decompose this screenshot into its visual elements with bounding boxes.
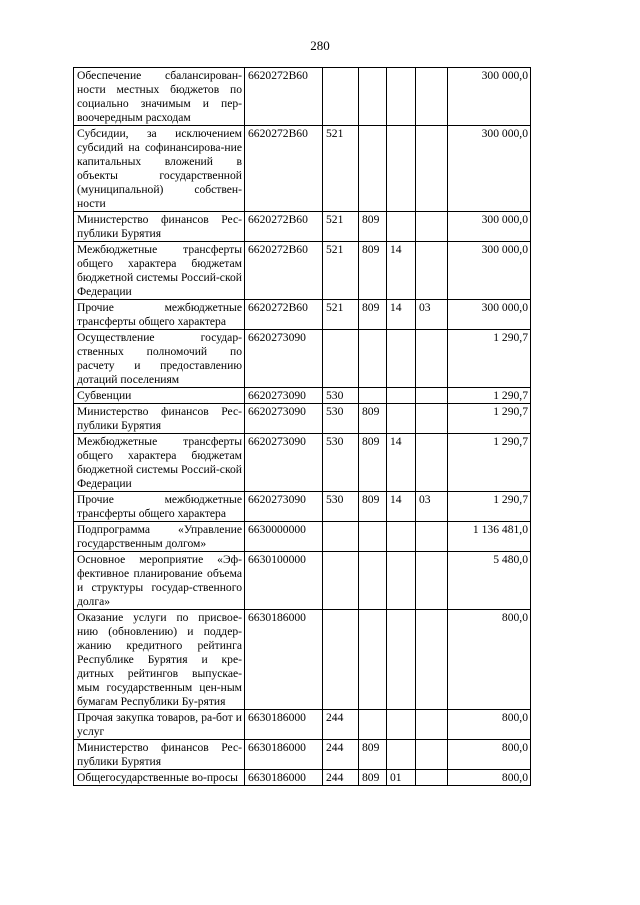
expense-type-cell: 530 xyxy=(323,492,359,522)
amount-cell: 300 000,0 xyxy=(448,300,531,330)
row-name-cell: Обеспечение сбалансирован-ности местных бюджетов по социально значимым и пер-воочередным расходам xyxy=(74,68,245,126)
section-code-cell xyxy=(387,404,416,434)
expense-type-cell xyxy=(323,68,359,126)
target-code-cell: 6630186000 xyxy=(245,610,323,710)
expense-type-cell: 521 xyxy=(323,212,359,242)
row-name-cell: Осуществление государ-ственных полномочий по расчету и предоставлению дотаций поселениям xyxy=(74,330,245,388)
table-row xyxy=(74,212,531,242)
row-name-cell: Прочие межбюджетные трансферты общего характера xyxy=(74,492,245,522)
target-code-cell: 6630186000 xyxy=(245,740,323,770)
subsection-code-cell xyxy=(416,522,448,552)
amount-cell: 300 000,0 xyxy=(448,212,531,242)
amount-cell: 1 290,7 xyxy=(448,330,531,388)
expense-type-cell: 521 xyxy=(323,300,359,330)
subsection-code-cell xyxy=(416,68,448,126)
table-row xyxy=(74,242,531,300)
table-row xyxy=(74,434,531,492)
target-code-cell: 6620273090 xyxy=(245,434,323,492)
amount-cell: 1 136 481,0 xyxy=(448,522,531,552)
subsection-code-cell xyxy=(416,710,448,740)
section-code-cell: 14 xyxy=(387,242,416,300)
section-code-cell: 01 xyxy=(387,770,416,786)
row-name-cell: Основное мероприятие «Эф-фективное планирование объема и структуры государ-ственного долга» xyxy=(74,552,245,610)
section-code-cell xyxy=(387,388,416,404)
target-code-cell: 6620272В60 xyxy=(245,212,323,242)
expense-type-cell xyxy=(323,522,359,552)
administrator-code-cell xyxy=(359,330,387,388)
expense-type-cell: 521 xyxy=(323,126,359,212)
row-name-cell: Министерство финансов Рес-публики Бурятия xyxy=(74,212,245,242)
amount-cell: 300 000,0 xyxy=(448,68,531,126)
administrator-code-cell xyxy=(359,710,387,740)
table-row xyxy=(74,710,531,740)
subsection-code-cell xyxy=(416,388,448,404)
amount-cell: 300 000,0 xyxy=(448,242,531,300)
row-name-cell: Межбюджетные трансферты общего характера бюджетам бюджетной системы Россий-ской Федерации xyxy=(74,434,245,492)
subsection-code-cell xyxy=(416,242,448,300)
target-code-cell: 6620273090 xyxy=(245,492,323,522)
subsection-code-cell xyxy=(416,330,448,388)
page-number: 280 xyxy=(310,38,330,53)
administrator-code-cell: 809 xyxy=(359,404,387,434)
table-row xyxy=(74,770,531,786)
table-row xyxy=(74,610,531,710)
expense-type-cell: 521 xyxy=(323,242,359,300)
administrator-code-cell xyxy=(359,388,387,404)
expense-type-cell xyxy=(323,330,359,388)
subsection-code-cell xyxy=(416,434,448,492)
administrator-code-cell xyxy=(359,68,387,126)
section-code-cell xyxy=(387,610,416,710)
administrator-code-cell xyxy=(359,610,387,710)
administrator-code-cell: 809 xyxy=(359,434,387,492)
row-name-cell: Подпрограмма «Управление государственным долгом» xyxy=(74,522,245,552)
section-code-cell xyxy=(387,710,416,740)
expense-type-cell: 244 xyxy=(323,740,359,770)
expense-type-cell: 530 xyxy=(323,404,359,434)
amount-cell: 5 480,0 xyxy=(448,552,531,610)
row-name-cell: Субвенции xyxy=(74,388,245,404)
target-code-cell: 6620272В60 xyxy=(245,300,323,330)
row-name-cell: Министерство финансов Рес-публики Бурятия xyxy=(74,404,245,434)
table-row xyxy=(74,300,531,330)
amount-cell: 800,0 xyxy=(448,740,531,770)
expense-type-cell: 530 xyxy=(323,434,359,492)
subsection-code-cell xyxy=(416,212,448,242)
section-code-cell xyxy=(387,552,416,610)
administrator-code-cell: 809 xyxy=(359,300,387,330)
table-row xyxy=(74,404,531,434)
administrator-code-cell: 809 xyxy=(359,740,387,770)
administrator-code-cell: 809 xyxy=(359,212,387,242)
budget-table-body xyxy=(74,68,531,786)
amount-cell: 1 290,7 xyxy=(448,434,531,492)
expense-type-cell: 244 xyxy=(323,710,359,740)
section-code-cell: 14 xyxy=(387,434,416,492)
target-code-cell: 6630100000 xyxy=(245,552,323,610)
table-row xyxy=(74,388,531,404)
amount-cell: 1 290,7 xyxy=(448,492,531,522)
target-code-cell: 6620273090 xyxy=(245,404,323,434)
target-code-cell: 6620272В60 xyxy=(245,68,323,126)
section-code-cell xyxy=(387,212,416,242)
row-name-cell: Межбюджетные трансферты общего характера бюджетам бюджетной системы Россий-ской Федерации xyxy=(74,242,245,300)
table-row xyxy=(74,492,531,522)
administrator-code-cell xyxy=(359,522,387,552)
row-name-cell: Оказание услуги по присвое-нию (обновлению) и поддер-жанию кредитного рейтинга Республике Бурятия и кре-дитных рейтингов выпускае-мым государственным цен-ным бумагам Республики Бу-рятия xyxy=(74,610,245,710)
amount-cell: 800,0 xyxy=(448,710,531,740)
table-row xyxy=(74,740,531,770)
row-name-cell: Прочая закупка товаров, ра-бот и услуг xyxy=(74,710,245,740)
budget-table xyxy=(73,67,531,786)
subsection-code-cell xyxy=(416,552,448,610)
section-code-cell xyxy=(387,330,416,388)
subsection-code-cell xyxy=(416,740,448,770)
target-code-cell: 6630186000 xyxy=(245,710,323,740)
section-code-cell: 14 xyxy=(387,300,416,330)
row-name-cell: Субсидии, за исключением субсидий на софинансирова-ние капитальных вложений в объекты государственной (муниципальной) собствен-ности xyxy=(74,126,245,212)
expense-type-cell: 530 xyxy=(323,388,359,404)
target-code-cell: 6630186000 xyxy=(245,770,323,786)
target-code-cell: 6620272В60 xyxy=(245,126,323,212)
row-name-cell: Прочие межбюджетные трансферты общего характера xyxy=(74,300,245,330)
administrator-code-cell: 809 xyxy=(359,770,387,786)
subsection-code-cell xyxy=(416,404,448,434)
target-code-cell: 6620273090 xyxy=(245,388,323,404)
amount-cell: 800,0 xyxy=(448,770,531,786)
amount-cell: 800,0 xyxy=(448,610,531,710)
section-code-cell: 14 xyxy=(387,492,416,522)
administrator-code-cell: 809 xyxy=(359,492,387,522)
row-name-cell: Общегосударственные во-просы xyxy=(74,770,245,786)
row-name-cell: Министерство финансов Рес-публики Бурятия xyxy=(74,740,245,770)
table-row xyxy=(74,126,531,212)
table-row xyxy=(74,522,531,552)
amount-cell: 1 290,7 xyxy=(448,404,531,434)
target-code-cell: 6620272В60 xyxy=(245,242,323,300)
subsection-code-cell xyxy=(416,610,448,710)
administrator-code-cell xyxy=(359,126,387,212)
section-code-cell xyxy=(387,126,416,212)
table-row xyxy=(74,68,531,126)
expense-type-cell xyxy=(323,552,359,610)
section-code-cell xyxy=(387,522,416,552)
target-code-cell: 6620273090 xyxy=(245,330,323,388)
section-code-cell xyxy=(387,68,416,126)
subsection-code-cell: 03 xyxy=(416,492,448,522)
subsection-code-cell xyxy=(416,126,448,212)
expense-type-cell xyxy=(323,610,359,710)
table-row xyxy=(74,330,531,388)
amount-cell: 300 000,0 xyxy=(448,126,531,212)
administrator-code-cell: 809 xyxy=(359,242,387,300)
subsection-code-cell xyxy=(416,770,448,786)
table-row xyxy=(74,552,531,610)
target-code-cell: 6630000000 xyxy=(245,522,323,552)
subsection-code-cell: 03 xyxy=(416,300,448,330)
administrator-code-cell xyxy=(359,552,387,610)
amount-cell: 1 290,7 xyxy=(448,388,531,404)
expense-type-cell: 244 xyxy=(323,770,359,786)
section-code-cell xyxy=(387,740,416,770)
